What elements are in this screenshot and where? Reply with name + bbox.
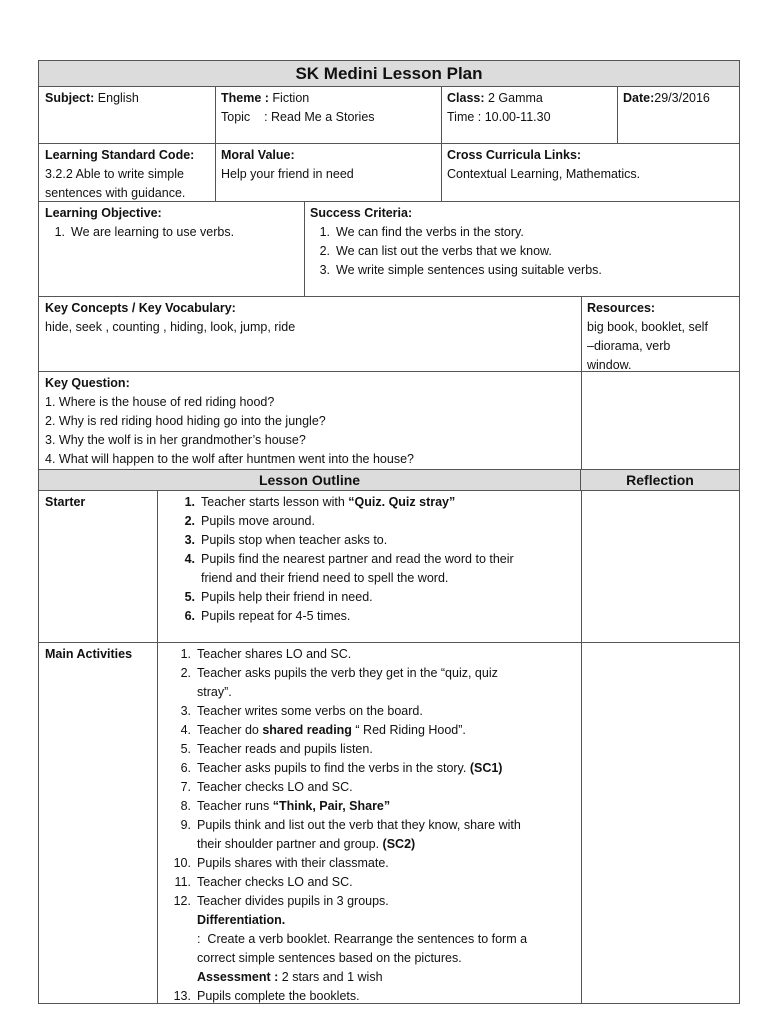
- main-step: 4. Teacher do shared reading “ Red Riding Hood”.: [180, 723, 466, 737]
- learning-standard-cell: [39, 144, 215, 205]
- objective-row: [38, 201, 740, 297]
- resources-line1: big book, booklet, self: [587, 320, 708, 334]
- resources-label: Resources:: [587, 301, 656, 315]
- main-step: 9. Pupils think and list out the verb that they know, share with: [180, 818, 521, 832]
- key-concepts-value: hide, seek , counting , hiding, look, jump, ride: [45, 320, 296, 334]
- main-step: 6. Teacher asks pupils to find the verbs in the story. (SC1): [180, 761, 503, 775]
- main-step: 7. Teacher checks LO and SC.: [180, 780, 353, 794]
- key-question-item: 4. What will happen to the wolf after huntmen went into the house?: [45, 452, 414, 466]
- objective-item: 1. We are learning to use verbs.: [54, 225, 235, 239]
- date-label: Date:: [623, 91, 655, 105]
- objective-label: Learning Objective:: [45, 206, 162, 220]
- title-text: SK Medini Lesson Plan: [295, 64, 483, 83]
- cross-curricula-cell: [441, 144, 741, 186]
- date-value: 29/3/2016: [654, 91, 710, 105]
- assessment: Assessment : 2 stars and 1 wish: [197, 970, 383, 984]
- key-question-row: [38, 371, 740, 470]
- cross-label: Cross Curricula Links:: [447, 148, 582, 162]
- main-step-continued: stray”.: [197, 685, 232, 699]
- lesson-outline-title: Lesson Outline: [258, 472, 361, 488]
- class-value: 2 Gamma: [484, 91, 543, 105]
- theme-label: Theme :: [221, 91, 269, 105]
- topic-value: Topic : Read Me a Stories: [221, 110, 375, 124]
- main-step: 13. Pupils complete the booklets.: [173, 989, 360, 1003]
- key-concepts-cell: [39, 297, 581, 339]
- subject-value: English: [94, 91, 139, 105]
- main-activities-row: [38, 642, 740, 1004]
- main-step: 1. Teacher shares LO and SC.: [180, 647, 352, 661]
- learning-objective-cell: [39, 202, 304, 244]
- time-value: Time : 10.00-11.30: [447, 110, 551, 124]
- main-step: 8. Teacher runs “Think, Pair, Share”: [180, 799, 391, 813]
- main-step-continued: their shoulder partner and group. (SC2): [197, 837, 416, 851]
- resources-line3: window.: [587, 358, 632, 372]
- success-item: 3. We write simple sentences using suitable verbs.: [319, 263, 602, 277]
- subject-cell: [39, 87, 215, 110]
- reflection-header: [580, 469, 740, 491]
- main-step: 10. Pupils shares with their classmate.: [173, 856, 389, 870]
- learning-standard-label: Learning Standard Code:: [45, 148, 195, 162]
- differentiation-text: : Create a verb booklet. Rearrange the sentences to form a: [197, 932, 528, 946]
- date-cell: [617, 87, 741, 110]
- starter-label: Starter: [45, 495, 86, 509]
- standard-row: [38, 143, 740, 202]
- theme-cell: [215, 87, 441, 129]
- success-item: 1. We can find the verbs in the story.: [319, 225, 524, 239]
- key-question-item: 3. Why the wolf is in her grandmother’s house?: [45, 433, 306, 447]
- main-activities-label: Main Activities: [45, 647, 133, 661]
- info-row: [38, 86, 740, 144]
- main-step: 11. Teacher checks LO and SC.: [174, 875, 353, 889]
- success-criteria-cell: [304, 202, 741, 282]
- key-question-cell: [39, 372, 581, 471]
- starter-step: 2. Pupils move around.: [184, 514, 315, 528]
- starter-step: 5. Pupils help their friend in need.: [184, 590, 373, 604]
- success-label: Success Criteria:: [310, 206, 413, 220]
- cross-value: Contextual Learning, Mathematics.: [447, 167, 641, 181]
- moral-value: Help your friend in need: [221, 167, 354, 181]
- starter-steps: [169, 491, 581, 628]
- main-step: 2. Teacher asks pupils the verb they get in the “quiz, quiz: [180, 666, 498, 680]
- moral-label: Moral Value:: [221, 148, 295, 162]
- key-question-label: Key Question:: [45, 376, 130, 390]
- class-cell: [441, 87, 617, 129]
- differentiation-label: Differentiation.: [197, 913, 286, 927]
- moral-value-cell: [215, 144, 441, 186]
- key-question-item: 2. Why is red riding hood hiding go into the jungle?: [45, 414, 326, 428]
- lesson-outline-header: [38, 469, 581, 491]
- starter-row: [38, 490, 740, 643]
- reflection-title: Reflection: [626, 472, 694, 488]
- lesson-plan-document: [38, 60, 740, 1004]
- key-concepts-label: Key Concepts / Key Vocabulary:: [45, 301, 236, 315]
- starter-step: 6. Pupils repeat for 4-5 times.: [184, 609, 351, 623]
- starter-step: 4. Pupils find the nearest partner and read the word to their: [184, 552, 514, 566]
- main-step: 12. Teacher divides pupils in 3 groups.: [173, 894, 389, 908]
- key-question-item: 1. Where is the house of red riding hood?: [45, 395, 275, 409]
- learning-standard-line1: 3.2.2 Able to write simple: [45, 167, 184, 181]
- resources-cell: [581, 297, 741, 377]
- main-step: 3. Teacher writes some verbs on the board.: [180, 704, 423, 718]
- key-concepts-row: [38, 296, 740, 372]
- document-title: [38, 60, 740, 87]
- learning-standard-line2: sentences with guidance.: [45, 186, 186, 200]
- success-item: 2. We can list out the verbs that we know.: [319, 244, 552, 258]
- theme-value: Fiction: [268, 91, 310, 105]
- starter-step-continued: friend and their friend need to spell the word.: [201, 571, 449, 585]
- subject-label: Subject:: [45, 91, 95, 105]
- class-label: Class:: [447, 91, 485, 105]
- differentiation-text: correct simple sentences based on the pictures.: [197, 951, 462, 965]
- starter-step: 1. Teacher starts lesson with “Quiz. Quiz stray”: [184, 495, 456, 509]
- resources-line2: –diorama, verb: [587, 339, 671, 353]
- main-activities-steps: [165, 643, 581, 1008]
- main-step: 5. Teacher reads and pupils listen.: [180, 742, 373, 756]
- starter-step: 3. Pupils stop when teacher asks to.: [184, 533, 388, 547]
